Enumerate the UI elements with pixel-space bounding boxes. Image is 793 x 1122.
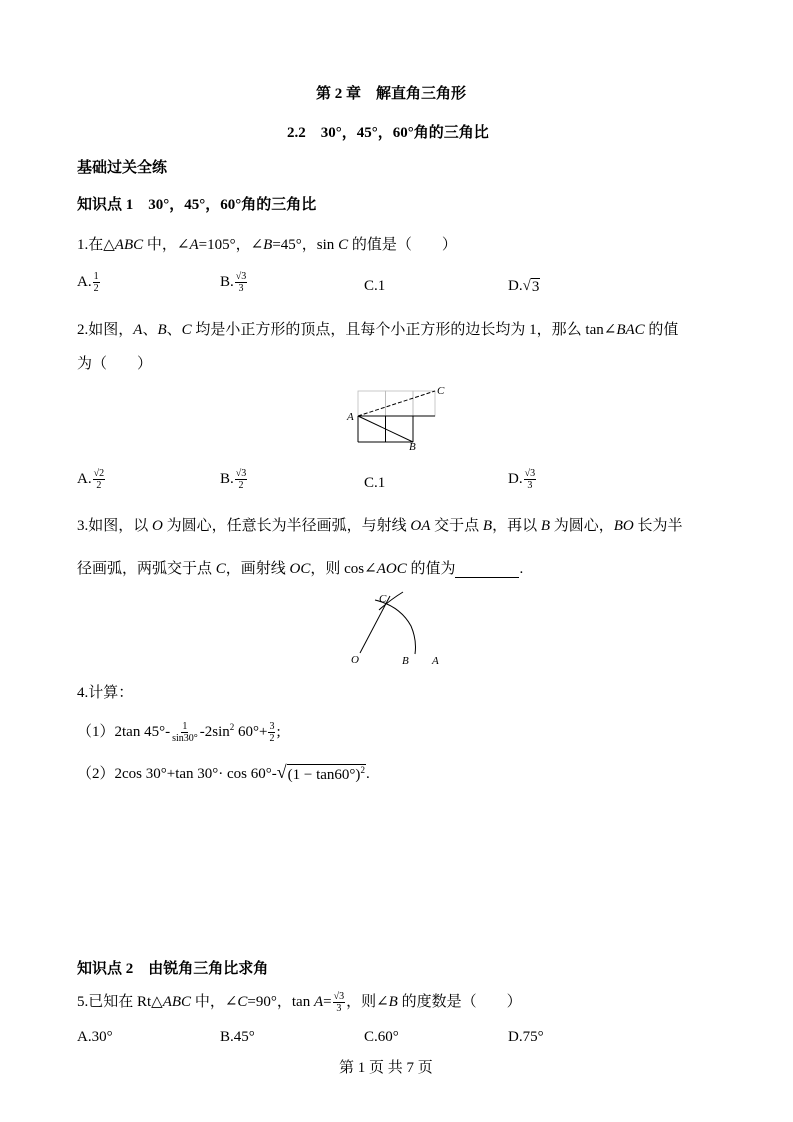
fig-label-A: A [347, 411, 354, 423]
q1-option-b: B. $\frac{√3}{3}$ [220, 271, 247, 294]
q2-option-c: C.1 [364, 475, 386, 491]
q2-option-b: B. $\frac{√3}{2}$ [220, 468, 247, 491]
q2-grid-figure [340, 380, 455, 455]
q5-option-d: D.75° [508, 1029, 544, 1045]
q1-option-a: A. $\frac{1}{2}$ [77, 271, 99, 294]
part-heading: 基础过关全练 [77, 160, 168, 176]
q5-option-b: B.45° [220, 1029, 255, 1045]
question-5-stem: 5.已知在 Rt△ABC 中，∠C=90°，tan A= $\frac{√3}{3}$ ，则∠B 的度数是（ ） [77, 991, 522, 1015]
kp1-label: 知识点 1 [77, 197, 134, 213]
q1-option-d: D. √ 3 [508, 278, 540, 295]
question-2-stem-line1: 2.如图，A、B、C 均是小正方形的顶点，且每个小正方形的边长均为 1，那么 tan∠BAC 的值 [77, 322, 679, 338]
fig-label-A: A [432, 655, 439, 667]
kp1-title: 30°，45°，60°角的三角比 [133, 197, 317, 213]
kp2-label: 知识点 2 [77, 961, 134, 977]
q4-part-2: （2）2cos 30°+tan 30°· cos 60°- √ $(1 - \tan 60^\circ)^2$ . [77, 762, 370, 783]
fig-label-B: B [402, 655, 409, 667]
fig-label-C: C [437, 385, 445, 397]
q2-option-d: D. $\frac{√3}{3}$ [508, 468, 536, 491]
question-3-stem-line2: 径画弧，两弧交于点 C，画射线 OC，则 cos∠AOC 的值为 . [77, 561, 524, 577]
question-4-title: 4.计算： [77, 685, 134, 701]
question-1-stem: 1.在△ABC 中，∠A=105°，∠B=45°，sin C 的值是（ ） [77, 237, 457, 253]
q2-option-a: A. $\frac{√2}{2}$ [77, 468, 105, 491]
fig-label-B: B [409, 441, 416, 453]
knowledge-point-1 [77, 193, 316, 214]
kp2-title: 由锐角三角比求角 [133, 961, 269, 977]
answer-blank[interactable] [455, 563, 519, 578]
fig-label-C: C [379, 593, 387, 605]
q5-option-c: C.60° [364, 1029, 399, 1045]
fig-label-O: O [351, 654, 359, 666]
q4-part-1: （1）2tan 45°- $\frac{1}{\sin 30^\circ}$ $-2\sin^2$ 60°+ $\frac{3}{2}$ ; [77, 721, 281, 745]
section-title: 2.2 30°，45°，60°角的三角比 [287, 125, 489, 141]
knowledge-point-2 [77, 957, 268, 978]
q3-arc-figure [345, 588, 445, 670]
question-3-stem-line1: 3.如图，以 O 为圆心，任意长为半径画弧，与射线 OA 交于点 B，再以 B 为圆心，BO 长为半 [77, 518, 683, 534]
question-2-stem-line2: 为（ ） [77, 356, 153, 372]
q1-option-c: C.1 [364, 278, 386, 294]
q5-option-a: A.30° [77, 1029, 113, 1045]
page-footer: 第 1 页 共 7 页 [339, 1060, 433, 1076]
chapter-title: 第 2 章 解直角三角形 [316, 86, 467, 102]
